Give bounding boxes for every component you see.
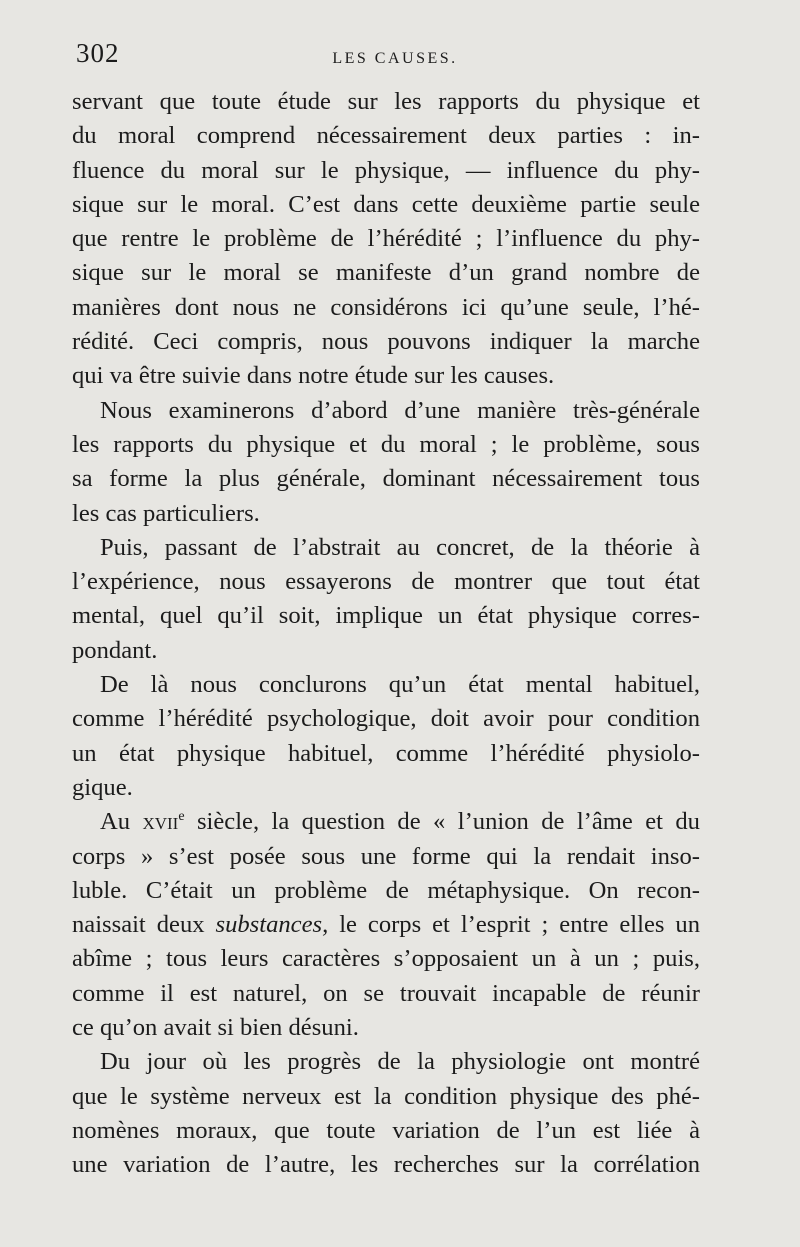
text-line: luble. C’était un problème de métaphysique. On recon- bbox=[72, 876, 700, 904]
text-line: abîme ; tous leurs caractères s’opposaient un à un ; puis, bbox=[72, 945, 700, 973]
text-line: du moral comprend nécessairement deux parties : in- bbox=[72, 122, 700, 150]
text-line: les cas particuliers. bbox=[72, 499, 260, 527]
text-line: sa forme la plus générale, dominant nécessairement tous bbox=[72, 465, 700, 493]
text-line: Puis, passant de l’abstrait au concret, de la théorie à bbox=[100, 533, 700, 561]
page-number: 302 bbox=[76, 38, 120, 68]
text-line: servant que toute étude sur les rapports du physique et bbox=[72, 88, 700, 115]
text-line: mental, quel qu’il soit, implique un état physique corres- bbox=[72, 602, 700, 630]
paragraph-5 bbox=[72, 805, 700, 1045]
text-line: qui va être suivie dans notre étude sur les causes. bbox=[72, 362, 555, 390]
text-line: pondant. bbox=[72, 636, 158, 664]
text-line: sique sur le moral se manifeste d’un grand nombre de bbox=[72, 259, 700, 287]
paragraph-2 bbox=[72, 394, 700, 531]
text-line: fluence du moral sur le physique, — influence du phy- bbox=[72, 156, 700, 184]
text-line: manières dont nous ne considérons ici qu’une seule, l’hé- bbox=[72, 293, 700, 321]
text-line: comme l’hérédité psychologique, doit avoir pour condition bbox=[72, 705, 700, 733]
text-line: Nous examinerons d’abord d’une manière très-générale bbox=[100, 396, 700, 424]
century-numeral: xvii bbox=[142, 808, 179, 836]
text-line: De là nous conclurons qu’un état mental habituel, bbox=[100, 671, 700, 699]
text-fragment: naissait deux bbox=[72, 911, 216, 939]
text-line: l’expérience, nous essayerons de montrer que tout état bbox=[72, 568, 700, 596]
text-line: ce qu’on avait si bien désuni. bbox=[72, 1014, 359, 1042]
running-title: LES CAUSES. bbox=[332, 50, 458, 67]
text-line: que rentre le problème de l’hérédité ; l’influence du phy- bbox=[72, 225, 700, 253]
text-line: corps » s’est posée sous une forme qui la rendait inso- bbox=[72, 842, 700, 870]
text-line bbox=[72, 908, 700, 942]
paragraph-4 bbox=[72, 668, 700, 805]
text-line: un état physique habituel, comme l’hérédité physiolo- bbox=[72, 739, 700, 767]
text-line: rédité. Ceci compris, nous pouvons indiquer la marche bbox=[72, 328, 700, 356]
text-fragment: Au bbox=[100, 808, 143, 836]
body-text bbox=[72, 85, 700, 1183]
text-line: gique. bbox=[72, 773, 133, 801]
text-line bbox=[72, 805, 700, 839]
text-line: comme il est naturel, on se trouvait incapable de réunir bbox=[72, 979, 700, 1007]
paragraph-1 bbox=[72, 85, 700, 394]
text-fragment: le corps et l’esprit ; entre elles un bbox=[328, 911, 701, 939]
text-line: nomènes moraux, que toute variation de l’un est liée à bbox=[72, 1116, 700, 1144]
text-line: les rapports du physique et du moral ; le problème, sous bbox=[72, 430, 700, 458]
running-head bbox=[0, 38, 800, 78]
text-fragment: siècle, la question de « l’union de l’âme et du bbox=[184, 808, 700, 836]
text-line: une variation de l’autre, les recherches sur la corrélation bbox=[72, 1151, 700, 1179]
paragraph-3 bbox=[72, 531, 700, 668]
text-line: que le système nerveux est la condition physique des phé- bbox=[72, 1082, 700, 1110]
text-line: Du jour où les progrès de la physiologie ont montré bbox=[100, 1048, 700, 1076]
emphasis-word: substances, bbox=[215, 911, 329, 939]
century-superscript: e bbox=[178, 809, 185, 825]
paragraph-6 bbox=[72, 1045, 700, 1182]
text-line: sique sur le moral. C’est dans cette deuxième partie seule bbox=[72, 190, 700, 218]
